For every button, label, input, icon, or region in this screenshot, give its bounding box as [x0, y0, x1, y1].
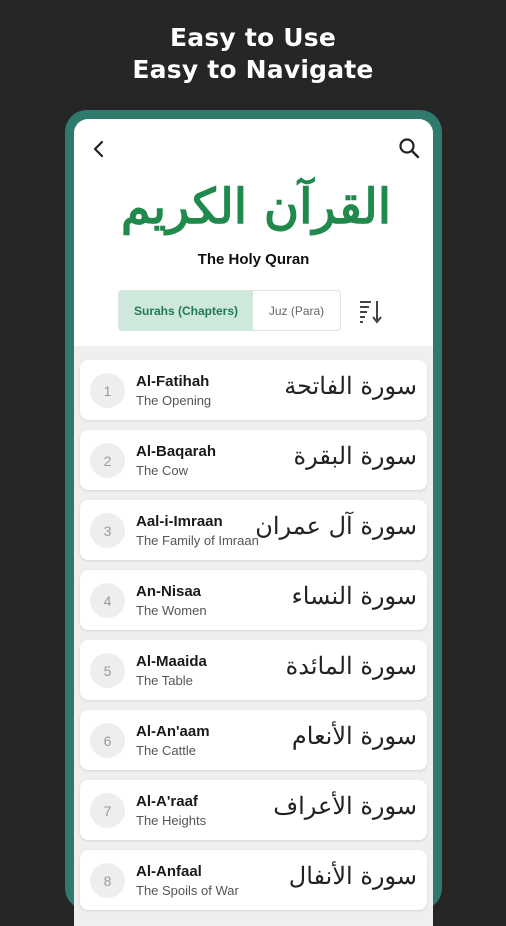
surah-meaning: The Cow: [136, 463, 189, 478]
surah-meaning: The Women: [136, 603, 207, 618]
app-screen: [74, 119, 433, 919]
surah-meaning: The Spoils of War: [136, 883, 239, 898]
surah-name: Al-Maaida: [136, 653, 207, 670]
promo-heading: [0, 22, 506, 86]
phone-frame: [65, 110, 442, 910]
surah-name: Aal-i-Imraan: [136, 513, 223, 530]
promo-line-1: Easy to Use: [170, 23, 336, 52]
surah-number: 2: [90, 443, 125, 478]
surah-meaning: The Family of Imraan: [136, 533, 259, 548]
surah-number: 5: [90, 653, 125, 688]
surah-list-item[interactable]: [80, 640, 427, 700]
surah-list-item[interactable]: [80, 430, 427, 490]
surah-meaning: The Opening: [136, 393, 212, 408]
page-title: The Holy Quran: [197, 251, 310, 268]
surah-arabic-name: سورة المائدة: [285, 652, 417, 680]
surah-list-item[interactable]: [80, 500, 427, 560]
surah-arabic-name: سورة النساء: [291, 582, 417, 610]
surah-number: 3: [90, 513, 125, 548]
tab-surahs[interactable]: Surahs (Chapters): [119, 291, 253, 330]
search-button[interactable]: [397, 136, 421, 160]
surah-number: 8: [90, 863, 125, 898]
surah-meaning: The Table: [136, 673, 193, 688]
surah-list-item[interactable]: [80, 850, 427, 910]
search-icon: [397, 136, 421, 160]
surah-list-item[interactable]: [80, 780, 427, 840]
sort-icon: [357, 298, 383, 324]
surah-name: Al-Baqarah: [136, 443, 217, 460]
back-button[interactable]: [87, 137, 111, 161]
sort-button[interactable]: [357, 298, 383, 324]
surah-name: Al-Anfaal: [136, 863, 202, 880]
surah-name: Al-A'raaf: [136, 793, 198, 810]
surah-arabic-name: سورة آل عمران: [255, 512, 417, 540]
surah-arabic-name: سورة الفاتحة: [284, 372, 417, 400]
surah-number: 6: [90, 723, 125, 758]
surah-number: 4: [90, 583, 125, 618]
surah-arabic-name: سورة الأنفال: [288, 862, 417, 890]
surah-meaning: The Cattle: [136, 743, 196, 758]
surah-name: Al-An'aam: [136, 723, 210, 740]
surah-number: 7: [90, 793, 125, 828]
surah-meaning: The Heights: [136, 813, 207, 828]
chevron-left-icon: [87, 137, 111, 161]
tab-juz[interactable]: Juz (Para): [268, 303, 325, 318]
promo-line-2: Easy to Navigate: [132, 55, 374, 84]
surah-name: An-Nisaa: [136, 583, 202, 600]
surah-number: 1: [90, 373, 125, 408]
surah-list-item[interactable]: [80, 710, 427, 770]
surah-arabic-name: سورة الأنعام: [291, 722, 417, 750]
surah-name: Al-Fatihah: [136, 373, 210, 390]
quran-calligraphy-logo: [120, 159, 392, 247]
surah-list-item[interactable]: [80, 360, 427, 420]
surah-arabic-name: سورة الأعراف: [273, 792, 417, 820]
svg-text:القرآن الكريم: القرآن الكريم: [120, 179, 392, 235]
tab-bar: [118, 290, 341, 331]
surah-arabic-name: سورة البقرة: [293, 442, 417, 470]
surah-list: [74, 346, 433, 926]
surah-list-item[interactable]: [80, 570, 427, 630]
